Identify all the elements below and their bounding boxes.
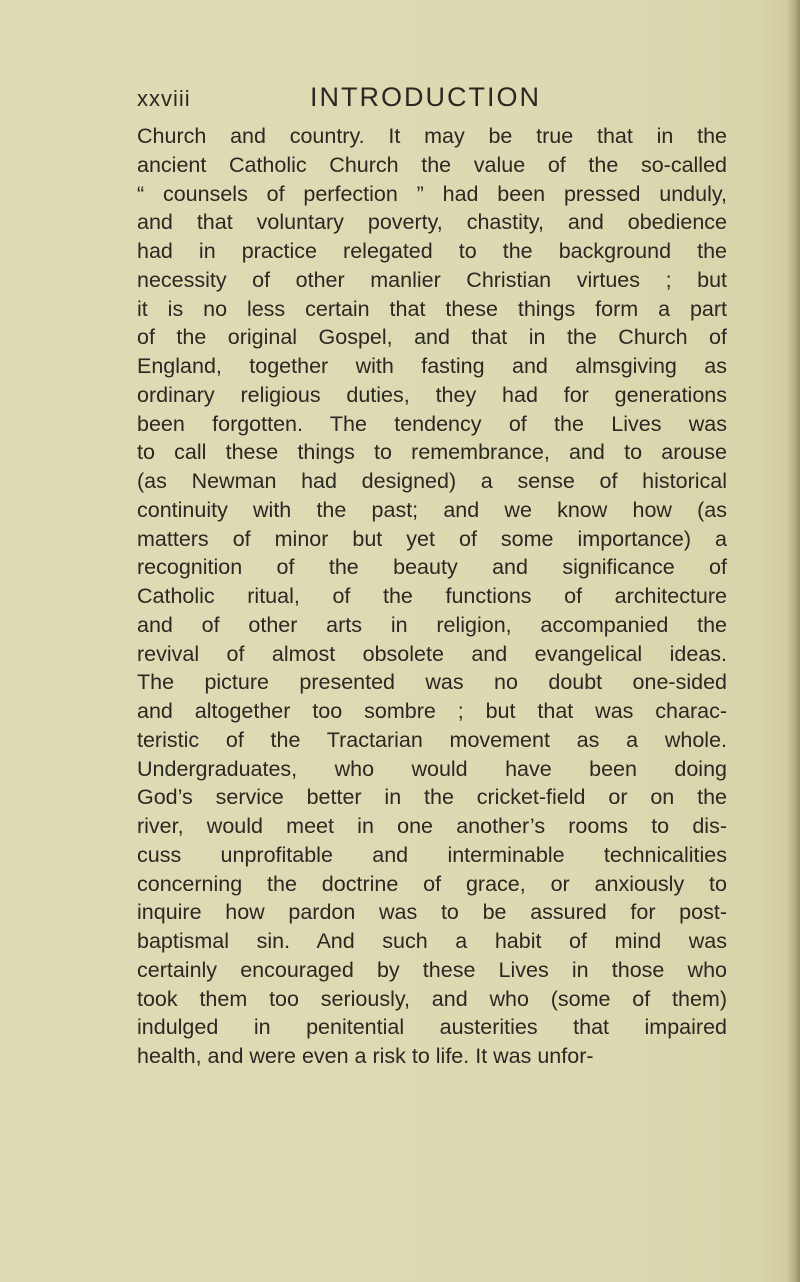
text-line: “ counsels of perfection ” had been pressed unduly, [137,181,727,206]
text-line: health, and were even a risk to life. It was unfor- [137,1044,594,1068]
page-header [137,80,727,120]
text-line: of the original Gospel, and that in the Church of [137,325,727,350]
text-line: matters of minor but yet of some importance) a [137,526,727,551]
text-line: Undergraduates, who would have been doing [137,756,727,781]
text-line: revival of almost obsolete and evangelical ideas. [137,641,727,666]
text-line: ancient Catholic Church the value of the so-called [137,152,727,177]
text-line: had in practice relegated to the background the [137,239,727,263]
text-line: and that voluntary poverty, chastity, and obedience [137,210,727,235]
text-line: recognition of the beauty and significance of [137,555,727,580]
text-line: (as Newman had designed) a sense of historical [137,469,727,493]
text-line: certainly encouraged by these Lives in those who [137,957,727,982]
text-line: cuss unprofitable and interminable technicalities [137,842,727,867]
text-line: ordinary religious duties, they had for generations [137,382,727,407]
text-line: took them too seriously, and who (some of them) [137,986,727,1011]
page-number: xxviii [137,86,191,111]
text-line: inquire how pardon was to be assured for post- [137,900,727,925]
text-line: continuity with the past; and we know how (as [137,497,727,522]
body-text [137,122,727,1071]
text-line: to call these things to remembrance, and to arouse [137,440,727,465]
text-line: The picture presented was no doubt one-sided [137,670,727,695]
text-line: Church and country. It may be true that in the [137,124,727,148]
text-line: and of other arts in religion, accompanied the [137,612,727,637]
text-line: it is no less certain that these things form a part [137,296,727,321]
text-line: and altogether too sombre ; but that was charac- [137,699,727,723]
text-line: baptismal sin. And such a habit of mind was [137,929,727,953]
text-line: teristic of the Tractarian movement as a whole. [137,727,727,752]
page-edge-shadow [786,0,800,1282]
text-line: been forgotten. The tendency of the Lives was [137,411,727,436]
text-line: God’s service better in the cricket-field or on the [137,785,727,810]
text-line: necessity of other manlier Christian virtues ; but [137,267,727,292]
text-line: concerning the doctrine of grace, or anxiously to [137,871,727,896]
running-title: INTRODUCTION [310,82,541,112]
text-line: indulged in penitential austerities that impaired [137,1015,727,1040]
text-line: river, would meet in one another’s rooms to dis- [137,814,727,838]
text-line: Catholic ritual, of the functions of architecture [137,584,727,608]
text-line: England, together with fasting and almsgiving as [137,354,727,378]
